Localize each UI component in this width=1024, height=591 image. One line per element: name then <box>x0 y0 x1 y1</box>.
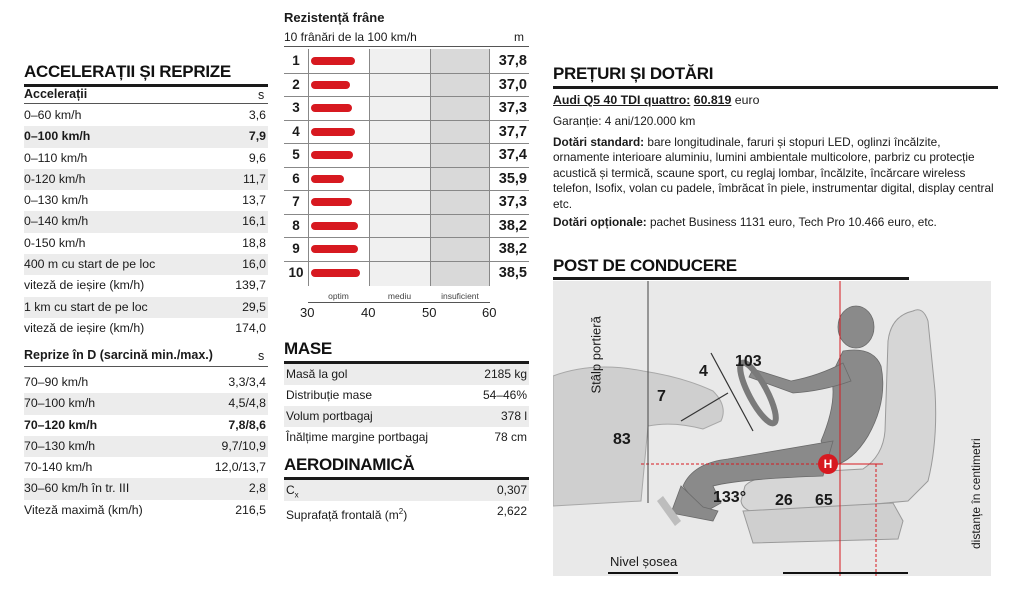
aero-title: AERODINAMICĂ <box>284 455 415 474</box>
reprize-subheader-rule <box>24 366 268 367</box>
reprize-row <box>24 372 268 393</box>
accel-row-value: 174,0 <box>235 320 266 335</box>
braking-row-value: 37,3 <box>498 100 527 116</box>
reprize-row <box>24 457 268 478</box>
accel-row-value: 18,8 <box>242 235 266 250</box>
aero-area-label <box>286 501 407 526</box>
braking-row-number: 7 <box>292 194 300 209</box>
dim-103: 103 <box>735 353 762 370</box>
reprize-row <box>24 500 268 521</box>
braking-row-separator <box>284 167 529 168</box>
braking-row-separator <box>284 190 529 191</box>
nivel-label: Nivel șosea <box>610 554 678 569</box>
accel-row-label: 0–110 km/h <box>24 150 88 165</box>
reprize-table <box>24 372 268 521</box>
dim-26: 26 <box>775 492 793 509</box>
braking-row-value: 38,5 <box>498 264 527 281</box>
accel-row-value: 9,6 <box>248 150 266 165</box>
reprize-row-label: 70–90 km/h <box>24 375 89 389</box>
braking-row <box>284 191 529 213</box>
braking-row-number: 10 <box>288 264 304 280</box>
accel-row-label: 0–100 km/h <box>24 129 91 144</box>
accel-row-label: 0-120 km/h <box>24 171 86 186</box>
driving-title: POST DE CONDUCERE <box>553 256 737 275</box>
braking-row-number: 3 <box>292 100 300 115</box>
accel-row <box>24 190 268 211</box>
braking-row-value: 38,2 <box>498 217 527 234</box>
braking-row-number: 5 <box>292 147 300 162</box>
axis-tick-60: 60 <box>482 305 497 320</box>
braking-bar <box>311 222 358 230</box>
accel-row-value: 139,7 <box>235 278 266 293</box>
braking-row <box>284 144 529 166</box>
area-text: Suprafață frontală (m <box>286 508 399 522</box>
braking-subtitle: 10 frânări de la 100 km/h <box>284 30 417 44</box>
braking-row-number: 1 <box>292 53 300 68</box>
accel-row <box>24 297 268 318</box>
driving-diagram <box>553 281 991 576</box>
mase-row <box>284 385 529 406</box>
accel-row-label: viteză de ieșire (km/h) <box>24 278 145 293</box>
prices-model-line <box>553 93 998 108</box>
prices-standard-label: Dotări standard: <box>553 135 645 149</box>
braking-row-number: 6 <box>292 170 300 186</box>
accel-row-label: 400 m cu start de pe loc <box>24 257 156 272</box>
accel-row-value: 13,7 <box>242 193 266 208</box>
distante-label: distanțe în centimetri <box>969 438 983 549</box>
accel-row <box>24 148 268 169</box>
braking-row <box>284 215 529 237</box>
braking-bar <box>311 245 358 253</box>
prices-warranty: Garanție: 4 ani/120.000 km <box>553 114 696 128</box>
braking-bar <box>311 57 355 65</box>
braking-row-value: 37,4 <box>498 147 527 163</box>
reprize-row-label: 70–100 km/h <box>24 396 96 411</box>
prices-optional-text: pachet Business 1131 euro, Tech Pro 10.466 euro, etc. <box>650 215 937 229</box>
aero-area-row <box>284 501 529 522</box>
accel-row-value: 16,1 <box>242 214 266 229</box>
accel-row <box>24 254 268 275</box>
braking-row <box>284 238 529 260</box>
accel-row-label: viteză de ieșire (km/h) <box>24 320 145 335</box>
mase-row <box>284 364 529 385</box>
braking-bar <box>311 175 344 183</box>
reprize-row-value: 216,5 <box>235 502 266 517</box>
mase-row <box>284 406 529 427</box>
stalp-label: Stâlp portieră <box>588 316 604 394</box>
reprize-unit: s <box>258 349 265 363</box>
driving-title-rule <box>553 277 909 280</box>
accel-row-label: 0–130 km/h <box>24 193 89 208</box>
reprize-row-label: 70-140 km/h <box>24 460 93 475</box>
reprize-row-label: 70–120 km/h <box>24 417 98 432</box>
braking-row-value: 37,8 <box>498 53 527 69</box>
dim-4: 4 <box>699 363 708 380</box>
accel-row <box>24 105 268 126</box>
mase-row-value: 78 cm <box>494 430 527 444</box>
accel-table <box>24 105 268 339</box>
accel-row-value: 29,5 <box>242 299 266 314</box>
braking-bar <box>311 151 353 159</box>
dim-65: 65 <box>815 492 833 509</box>
accel-row <box>24 169 268 190</box>
reprize-row-label: 30–60 km/h în tr. III <box>24 481 130 496</box>
braking-row <box>284 121 529 143</box>
mase-row-value: 2185 kg <box>484 367 527 381</box>
braking-row-value: 37,0 <box>498 76 527 93</box>
braking-row-separator <box>284 143 529 144</box>
axis-tick-50: 50 <box>422 305 437 320</box>
prices-title: PREȚURI ȘI DOTĂRI <box>553 64 714 83</box>
cx-subscript: x <box>294 490 299 500</box>
reprize-row-value: 9,7/10,9 <box>221 438 266 453</box>
accel-row-label: 1 km cu start de pe loc <box>24 299 148 314</box>
prices-optional <box>553 215 998 230</box>
axis-tick-40: 40 <box>361 305 376 320</box>
accel-row <box>24 211 268 232</box>
reprize-row <box>24 478 268 499</box>
aero-table <box>284 480 529 522</box>
reprize-row-value: 3,3/3,4 <box>228 375 266 389</box>
prices-currency: euro <box>734 93 760 107</box>
braking-row-value: 38,2 <box>498 241 527 257</box>
braking-title: Rezistență frâne <box>284 10 385 25</box>
accel-subheader-rule <box>24 103 268 104</box>
reprize-row <box>24 436 268 457</box>
accel-row-value: 3,6 <box>248 108 266 122</box>
reprize-row-label: 70–130 km/h <box>24 438 96 453</box>
aero-area-value: 2,622 <box>496 504 527 518</box>
reprize-row-label: Viteză maximă (km/h) <box>24 502 143 517</box>
dim-7: 7 <box>657 388 666 405</box>
driver-head <box>838 306 874 348</box>
reprize-subheader: Reprize în D (sarcină min./max.) <box>24 348 213 362</box>
braking-unit: m <box>514 30 524 44</box>
braking-axis-line <box>308 302 490 303</box>
braking-row-value: 37,7 <box>498 123 527 140</box>
braking-bar <box>311 128 355 136</box>
accel-row-label: 0–60 km/h <box>24 108 82 122</box>
prices-title-rule <box>553 86 998 89</box>
accel-row-label: 0-150 km/h <box>24 235 86 250</box>
accel-row <box>24 233 268 254</box>
braking-row-value: 35,9 <box>498 170 527 187</box>
braking-row-value: 37,3 <box>498 194 527 210</box>
reprize-row-value: 7,8/8,6 <box>228 417 266 432</box>
braking-bar <box>311 81 350 89</box>
braking-bar <box>311 104 352 112</box>
mase-row-label: Distribuție mase <box>286 388 373 402</box>
zone-label-optim: optim <box>328 291 349 301</box>
accel-row <box>24 126 268 147</box>
braking-row <box>284 74 529 96</box>
mase-row <box>284 427 529 448</box>
accel-row <box>24 318 268 339</box>
braking-row-separator <box>284 96 529 97</box>
braking-row-separator <box>284 214 529 215</box>
braking-row-separator <box>284 261 529 262</box>
mase-row-label: Volum portbagaj <box>286 409 373 423</box>
dim-133: 133° <box>713 489 747 506</box>
dim-83: 83 <box>613 431 631 448</box>
mase-row-label: Înălțime margine portbagaj <box>286 430 429 444</box>
braking-row <box>284 97 529 119</box>
prices-standard <box>553 135 998 212</box>
prices-optional-label: Dotări opționale: <box>553 215 647 229</box>
area-close: ) <box>403 508 408 522</box>
mase-row-label: Masă la gol <box>286 367 348 381</box>
prices-standard-text: bare longitudinale, faruri și stopuri LED, oglinzi încălzite, ornamente interioare aluminiu, lumini ambientale multicolore, parbriz cu protecție acustică și termică, scaune sport, cu reglaj lombar, încălzite, încărcare wireless telefon, Isofix, volan cu padele, îmbrăcat în piele, instrumentar digital, display central etc. <box>553 135 994 211</box>
area-superscript: 2 <box>398 507 404 516</box>
reprize-row <box>24 415 268 436</box>
braking-bar <box>311 269 360 277</box>
aero-cx-value: 0,307 <box>496 483 527 497</box>
reprize-row-value: 2,8 <box>248 481 266 496</box>
driving-diagram-svg <box>553 281 991 576</box>
braking-row-number: 8 <box>292 217 300 233</box>
braking-title-rule <box>284 46 529 47</box>
prices-price: 60.819 <box>693 93 732 107</box>
braking-row-separator <box>284 120 529 121</box>
accel-subheader: Accelerații <box>24 87 88 101</box>
accel-title: ACCELERAȚII ȘI REPRIZE <box>24 62 231 81</box>
mase-row-value: 54–46% <box>482 388 527 402</box>
zone-label-insuficient: insuficient <box>441 291 479 301</box>
accel-row <box>24 275 268 296</box>
cx-letter: C <box>286 483 295 497</box>
accel-unit: s <box>258 88 265 102</box>
braking-row-separator <box>284 237 529 238</box>
braking-row-number: 9 <box>292 241 300 256</box>
prices-model: Audi Q5 40 TDI quattro: <box>553 93 691 107</box>
braking-row <box>284 262 529 284</box>
mase-title: MASE <box>284 339 332 358</box>
accel-row-value: 7,9 <box>248 129 266 144</box>
accel-row-label: 0–140 km/h <box>24 214 89 229</box>
reprize-row-value: 12,0/13,7 <box>214 460 266 475</box>
braking-row <box>284 168 529 190</box>
reprize-row-value: 4,5/4,8 <box>228 396 266 411</box>
axis-tick-30: 30 <box>300 305 315 320</box>
accel-row-value: 16,0 <box>242 257 266 272</box>
mase-row-value: 378 l <box>500 409 527 423</box>
mase-table <box>284 364 529 448</box>
braking-row-number: 2 <box>292 76 300 92</box>
braking-row <box>284 50 529 72</box>
braking-row-separator <box>284 73 529 74</box>
braking-bar <box>311 198 352 206</box>
reprize-row <box>24 393 268 414</box>
zone-label-mediu: mediu <box>387 291 412 301</box>
accel-row-value: 11,7 <box>242 171 266 186</box>
braking-row-number: 4 <box>292 123 300 139</box>
h-label: H <box>823 457 833 471</box>
aero-cx-row <box>284 480 529 501</box>
